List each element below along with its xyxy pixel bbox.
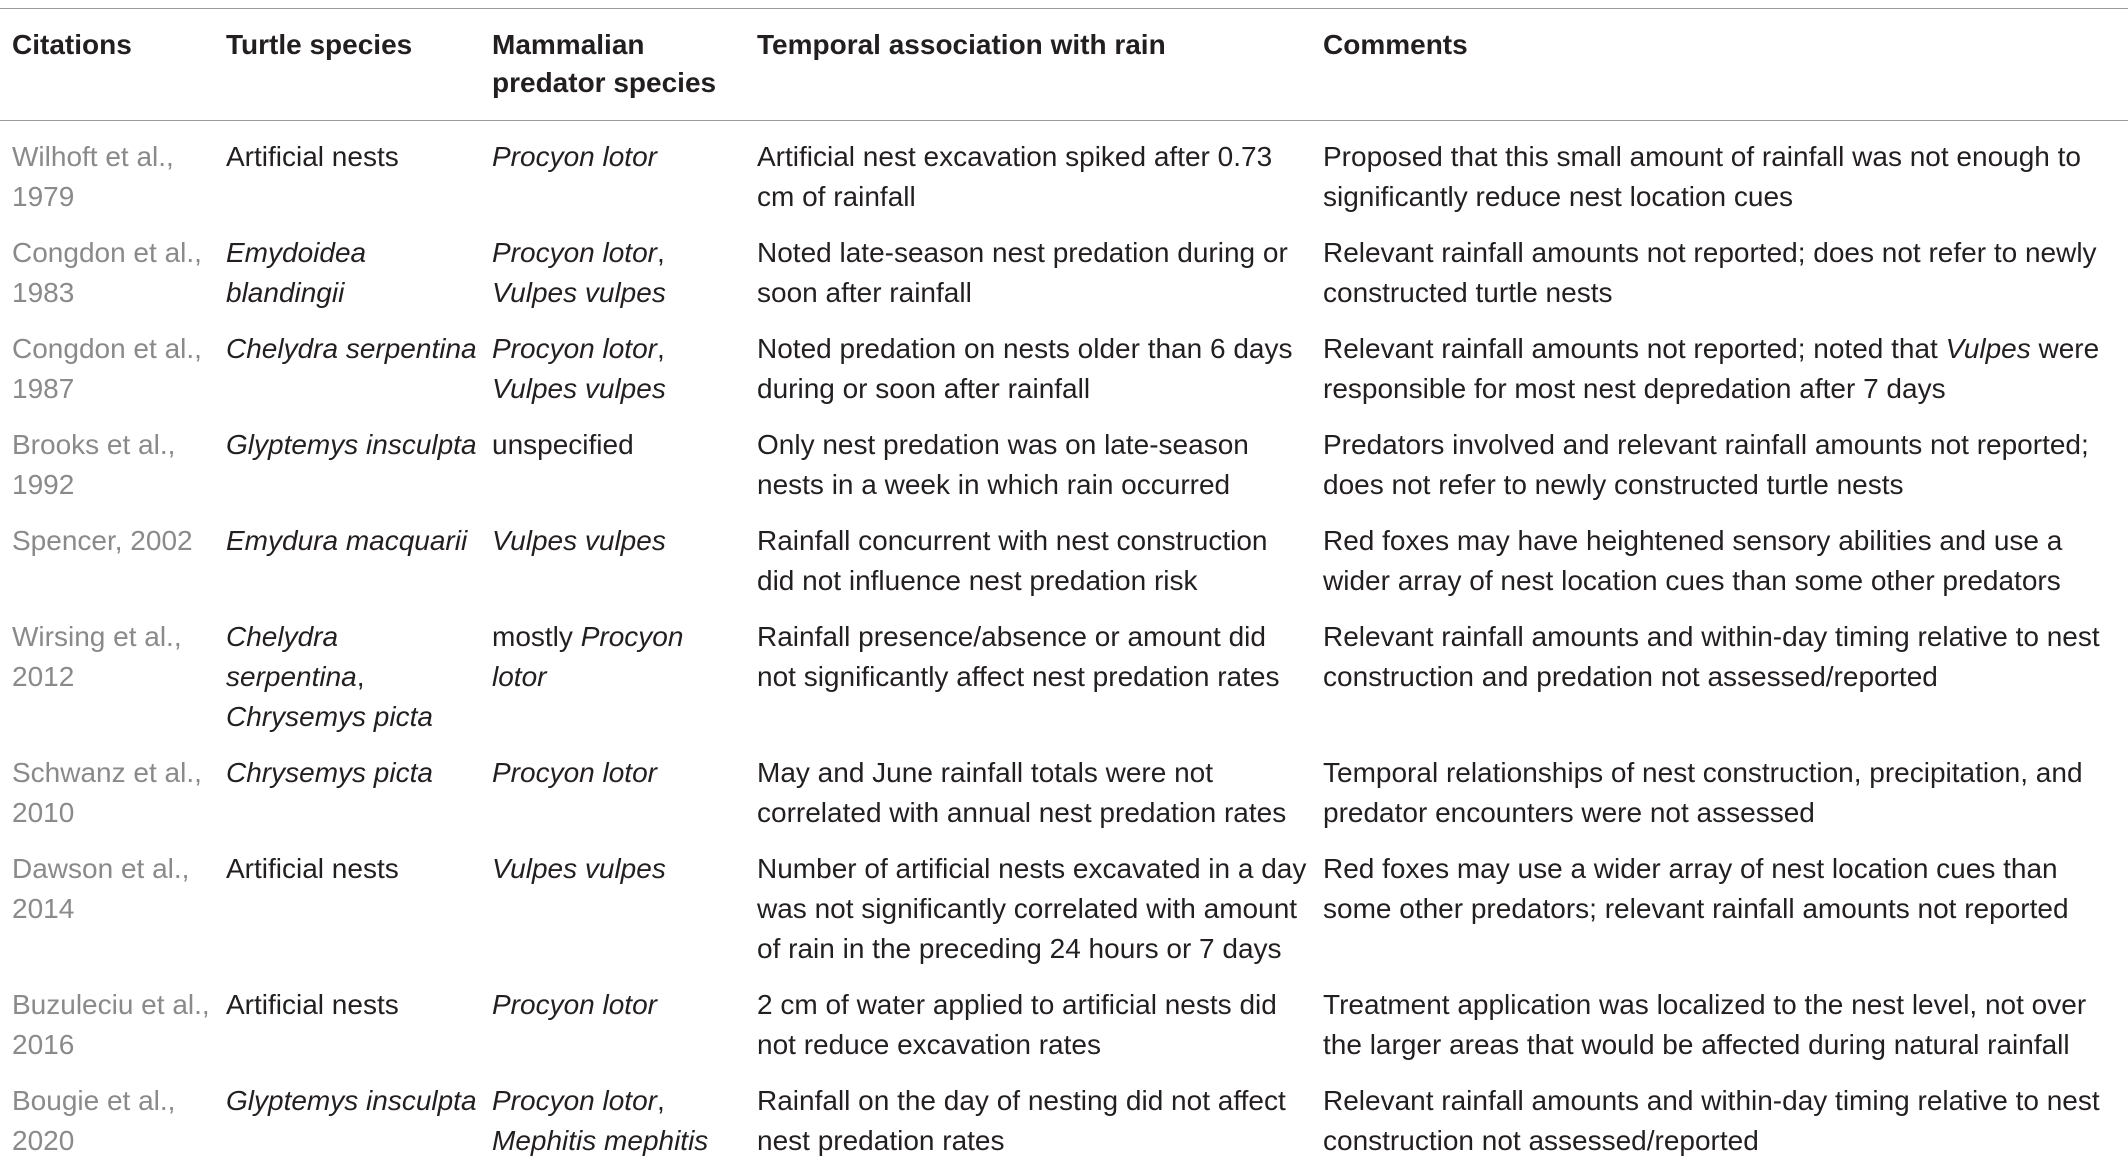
table-top-rule (0, 8, 2128, 9)
predator-species-cell (480, 841, 745, 977)
rain-predation-table (0, 12, 2128, 1169)
citation-cell: Schwanz et al., 2010 (0, 745, 214, 841)
citation-cell: Brooks et al., 1992 (0, 417, 214, 513)
predator-species-cell (480, 1073, 745, 1169)
temporal-association-cell: Noted late-season nest predation during or soon after rainfall (745, 225, 1311, 321)
citation-cell: Spencer, 2002 (0, 513, 214, 609)
comments-cell (1311, 977, 2128, 1073)
predator-species-cell-text: Procyon lotor (492, 757, 657, 788)
table-row (0, 1073, 2128, 1169)
turtle-species-cell-text: Artificial nests (226, 989, 399, 1020)
predator-species-cell-text: Procyon lotor (492, 621, 683, 692)
predator-species-cell-text: Procyon lotor (492, 333, 657, 364)
comments-cell (1311, 841, 2128, 977)
comments-cell-text: Relevant rainfall amounts and within-day timing relative to nest construction not assessed/reported (1323, 1085, 2100, 1156)
comments-cell (1311, 121, 2128, 226)
predator-species-cell-text: Procyon lotor (492, 237, 657, 268)
turtle-species-cell (214, 745, 480, 841)
comments-cell (1311, 609, 2128, 745)
comments-cell (1311, 225, 2128, 321)
predator-species-cell (480, 417, 745, 513)
predator-species-cell-text: mostly (492, 621, 581, 652)
temporal-association-cell: Only nest predation was on late-season nests in a week in which rain occurred (745, 417, 1311, 513)
predator-species-cell (480, 977, 745, 1073)
comments-cell-text: Proposed that this small amount of rainfall was not enough to significantly reduce nest location cues (1323, 141, 2081, 212)
predator-species-cell-text: unspecified (492, 429, 634, 460)
turtle-species-cell (214, 225, 480, 321)
turtle-species-cell (214, 417, 480, 513)
citation-cell: Congdon et al., 1987 (0, 321, 214, 417)
header-row (0, 12, 2128, 121)
turtle-species-cell-text: Chrysemys picta (226, 757, 433, 788)
comments-cell-text: Predators involved and relevant rainfall amounts not reported; does not refer to newly constructed turtle nests (1323, 429, 2089, 500)
citation-cell: Dawson et al., 2014 (0, 841, 214, 977)
table-row (0, 121, 2128, 226)
comments-cell (1311, 513, 2128, 609)
predator-species-cell-text: , (657, 237, 665, 268)
temporal-association-cell: Noted predation on nests older than 6 days during or soon after rainfall (745, 321, 1311, 417)
turtle-species-cell-text: Chrysemys picta (226, 701, 433, 732)
citation-cell: Bougie et al., 2020 (0, 1073, 214, 1169)
table-row (0, 841, 2128, 977)
table-row (0, 225, 2128, 321)
predator-species-cell (480, 225, 745, 321)
citation-cell: Congdon et al., 1983 (0, 225, 214, 321)
header-temporal-association: Temporal association with rain (745, 12, 1311, 121)
predator-species-cell (480, 745, 745, 841)
comments-cell-text: Red foxes may have heightened sensory abilities and use a wider array of nest location cues than some other predators (1323, 525, 2062, 596)
turtle-species-cell-text: Chelydra serpentina (226, 333, 477, 364)
turtle-species-cell (214, 1073, 480, 1169)
turtle-species-cell (214, 513, 480, 609)
citation-cell: Wirsing et al., 2012 (0, 609, 214, 745)
comments-cell-text: Treatment application was localized to the nest level, not over the larger areas that would be affected during natural rainfall (1323, 989, 2086, 1060)
turtle-species-cell-text: Glyptemys insculpta (226, 429, 477, 460)
turtle-species-cell (214, 321, 480, 417)
predator-species-cell-text: Mephitis mephitis (492, 1125, 708, 1156)
header-turtle-species: Turtle species (214, 12, 480, 121)
turtle-species-cell-text: Artificial nests (226, 141, 399, 172)
temporal-association-cell: Artificial nest excavation spiked after 0.73 cm of rainfall (745, 121, 1311, 226)
table-body (0, 121, 2128, 1169)
turtle-species-cell-text: , (357, 661, 365, 692)
comments-cell-text: Vulpes (1946, 333, 2031, 364)
table-row (0, 417, 2128, 513)
turtle-species-cell (214, 841, 480, 977)
turtle-species-cell-text: Glyptemys insculpta (226, 1085, 477, 1116)
comments-cell-text: were responsible for most nest depredation after 7 days (1323, 333, 2099, 404)
turtle-species-cell-text: Emydoidea blandingii (226, 237, 366, 308)
temporal-association-cell: May and June rainfall totals were not correlated with annual nest predation rates (745, 745, 1311, 841)
citation-cell: Wilhoft et al., 1979 (0, 121, 214, 226)
citation-cell: Buzuleciu et al., 2016 (0, 977, 214, 1073)
header-citations: Citations (0, 12, 214, 121)
predator-species-cell (480, 121, 745, 226)
header-comments: Comments (1311, 12, 2128, 121)
predator-species-cell-text: Procyon lotor (492, 141, 657, 172)
comments-cell-text: Relevant rainfall amounts not reported; noted that (1323, 333, 1946, 364)
turtle-species-cell (214, 121, 480, 226)
turtle-species-cell (214, 977, 480, 1073)
comments-cell-text: Temporal relationships of nest construction, precipitation, and predator encounters were not assessed (1323, 757, 2083, 828)
predator-species-cell-text: , (657, 1085, 665, 1116)
predator-species-cell-text: Procyon lotor (492, 989, 657, 1020)
header-predator-species: Mammalian predator species (480, 12, 745, 121)
predator-species-cell-text: Vulpes vulpes (492, 853, 666, 884)
temporal-association-cell: Number of artificial nests excavated in a day was not significantly correlated with amount of rain in the preceding 24 hours or 7 days (745, 841, 1311, 977)
predator-species-cell-text: Procyon lotor (492, 1085, 657, 1116)
table-row (0, 977, 2128, 1073)
turtle-species-cell-text: Artificial nests (226, 853, 399, 884)
comments-cell-text: Relevant rainfall amounts and within-day timing relative to nest construction and predation not assessed/reported (1323, 621, 2100, 692)
comments-cell (1311, 1073, 2128, 1169)
turtle-species-cell (214, 609, 480, 745)
turtle-species-cell-text: Chelydra serpentina (226, 621, 357, 692)
table-row (0, 745, 2128, 841)
table-row (0, 321, 2128, 417)
predator-species-cell (480, 609, 745, 745)
predator-species-cell-text: Vulpes vulpes (492, 373, 666, 404)
temporal-association-cell: Rainfall concurrent with nest construction did not influence nest predation risk (745, 513, 1311, 609)
temporal-association-cell: 2 cm of water applied to artificial nests did not reduce excavation rates (745, 977, 1311, 1073)
turtle-species-cell-text: Emydura macquarii (226, 525, 467, 556)
temporal-association-cell: Rainfall on the day of nesting did not affect nest predation rates (745, 1073, 1311, 1169)
comments-cell (1311, 745, 2128, 841)
table-row (0, 609, 2128, 745)
temporal-association-cell: Rainfall presence/absence or amount did not significantly affect nest predation rates (745, 609, 1311, 745)
predator-species-cell-text: Vulpes vulpes (492, 277, 666, 308)
predator-species-cell-text: , (657, 333, 665, 364)
comments-cell-text: Red foxes may use a wider array of nest location cues than some other predators; relevant rainfall amounts not reported (1323, 853, 2069, 924)
table-header (0, 12, 2128, 121)
predator-species-cell (480, 513, 745, 609)
comments-cell (1311, 321, 2128, 417)
predator-species-cell (480, 321, 745, 417)
predator-species-cell-text: Vulpes vulpes (492, 525, 666, 556)
comments-cell-text: Relevant rainfall amounts not reported; does not refer to newly constructed turtle nests (1323, 237, 2097, 308)
comments-cell (1311, 417, 2128, 513)
table-row (0, 513, 2128, 609)
